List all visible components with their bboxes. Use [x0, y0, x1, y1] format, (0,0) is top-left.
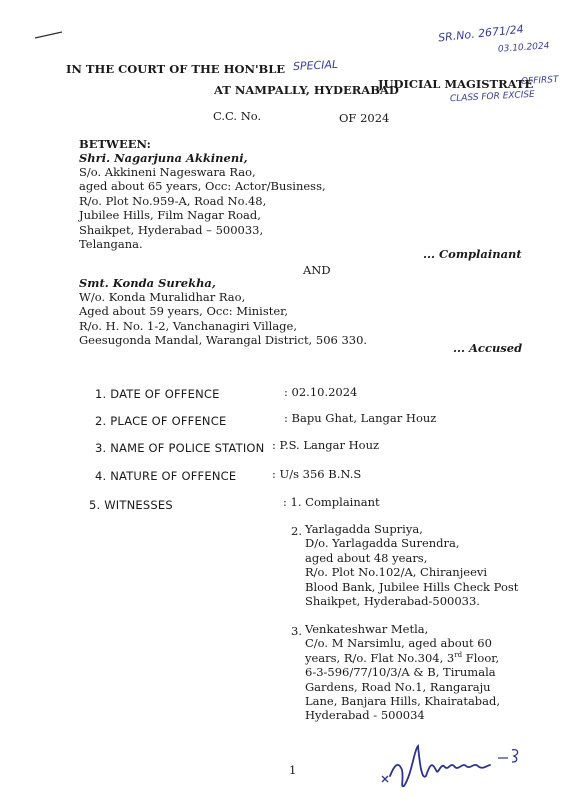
accused-address [79, 290, 367, 348]
case-number-label: C.C. No. [213, 109, 262, 123]
complainant-line: S/o. Akkineni Nageswara Rao, [79, 165, 256, 179]
witness-2-details [305, 522, 518, 608]
handwritten-sr-date: 03.10.2024 [497, 41, 550, 55]
witness-2-line: aged about 48 years, [305, 550, 428, 565]
witness-2-line: Yarlagadda Supriya, [305, 522, 423, 536]
witness-2-line: D/o. Yarlagadda Surendra, [305, 536, 460, 551]
complainant-line: aged about 65 years, Occ: Actor/Business, [79, 179, 326, 194]
and-separator: AND [303, 263, 331, 277]
detail-value-place: : Bapu Ghat, Langar Houz [284, 411, 437, 425]
witness-3-details [305, 622, 500, 723]
accused-line: Geesugonda Mandal, Warangal District, 506 330. [79, 333, 368, 348]
pen-mark [34, 30, 64, 40]
detail-label-place: 2. PLACE OF OFFENCE [95, 414, 227, 428]
detail-label-nature: 4. NATURE OF OFFENCE [95, 469, 237, 483]
between-label: BETWEEN: [79, 137, 151, 151]
witness-2-line: Blood Bank, Jubilee Hills Check Post [305, 579, 519, 594]
signature [378, 736, 528, 792]
witness-3-number: 3. [291, 624, 302, 638]
complainant-address [79, 165, 326, 251]
witness-3-line: years, R/o. Flat No.304, 3rd Floor, [305, 650, 500, 665]
accused-line: W/o. Konda Muralidhar Rao, [79, 290, 246, 304]
detail-value-nature: : U/s 356 B.N.S [272, 467, 362, 481]
detail-label-witnesses: 5. WITNESSES [89, 498, 173, 512]
handwritten-class-excise: CLASS FOR EXCISE [449, 89, 536, 105]
handwritten-special: SPECIAL [292, 57, 339, 74]
witness-2-line: R/o. Plot No.102/A, Chiranjeevi [305, 565, 488, 580]
witness-3-line: Lane, Banjara Hills, Khairatabad, [305, 694, 501, 709]
complainant-line: R/o. Plot No.959-A, Road No.48, [79, 193, 267, 208]
accused-line: R/o. H. No. 1-2, Vanchanagiri Village, [79, 318, 297, 333]
witness-3-line: Venkateshwar Metla, [305, 622, 429, 636]
detail-label-date: 1. DATE OF OFFENCE [95, 387, 220, 401]
detail-label-police-station: 3. NAME OF POLICE STATION [95, 441, 265, 455]
accused-name: Smt. Konda Surekha, [79, 276, 216, 290]
court-heading-right: JUDICIAL MAGISTRATE [378, 77, 534, 91]
complainant-name: Shri. Nagarjuna Akkineni, [79, 151, 248, 165]
witness-3-line: 6-3-596/77/10/3/A & B, Tirumala [305, 665, 496, 680]
detail-value-witnesses: : 1. Complainant [283, 495, 380, 509]
complainant-role: ... Complainant [423, 247, 522, 261]
witness-2-number: 2. [291, 524, 302, 538]
page-number: 1 [289, 763, 297, 777]
witness-2-line: Shaikpet, Hyderabad-500033. [305, 594, 480, 609]
accused-line: Aged about 59 years, Occ: Minister, [79, 304, 289, 319]
complainant-line: Shaikpet, Hyderabad – 500033, [79, 222, 264, 237]
detail-value-police-station: : P.S. Langar Houz [272, 438, 380, 452]
complainant-line: Telangana. [79, 237, 143, 252]
case-year: OF 2024 [339, 111, 390, 125]
handwritten-off-first: OFFIRST [520, 75, 559, 87]
complainant-line: Jubilee Hills, Film Nagar Road, [79, 208, 261, 223]
witness-3-line: Gardens, Road No.1, Rangaraju [305, 679, 491, 694]
witness-3-line: Hyderabad - 500034 [305, 708, 425, 723]
court-heading-location: AT NAMPALLY, HYDERABAD [214, 83, 399, 97]
accused-role: ... Accused [453, 341, 523, 355]
court-heading-left: IN THE COURT OF THE HON'BLE [66, 62, 286, 76]
handwritten-sr-no: SR.No. 2671/24 [437, 22, 525, 45]
detail-value-date: : 02.10.2024 [284, 385, 358, 399]
witness-3-line: C/o. M Narsimlu, aged about 60 [305, 636, 492, 651]
